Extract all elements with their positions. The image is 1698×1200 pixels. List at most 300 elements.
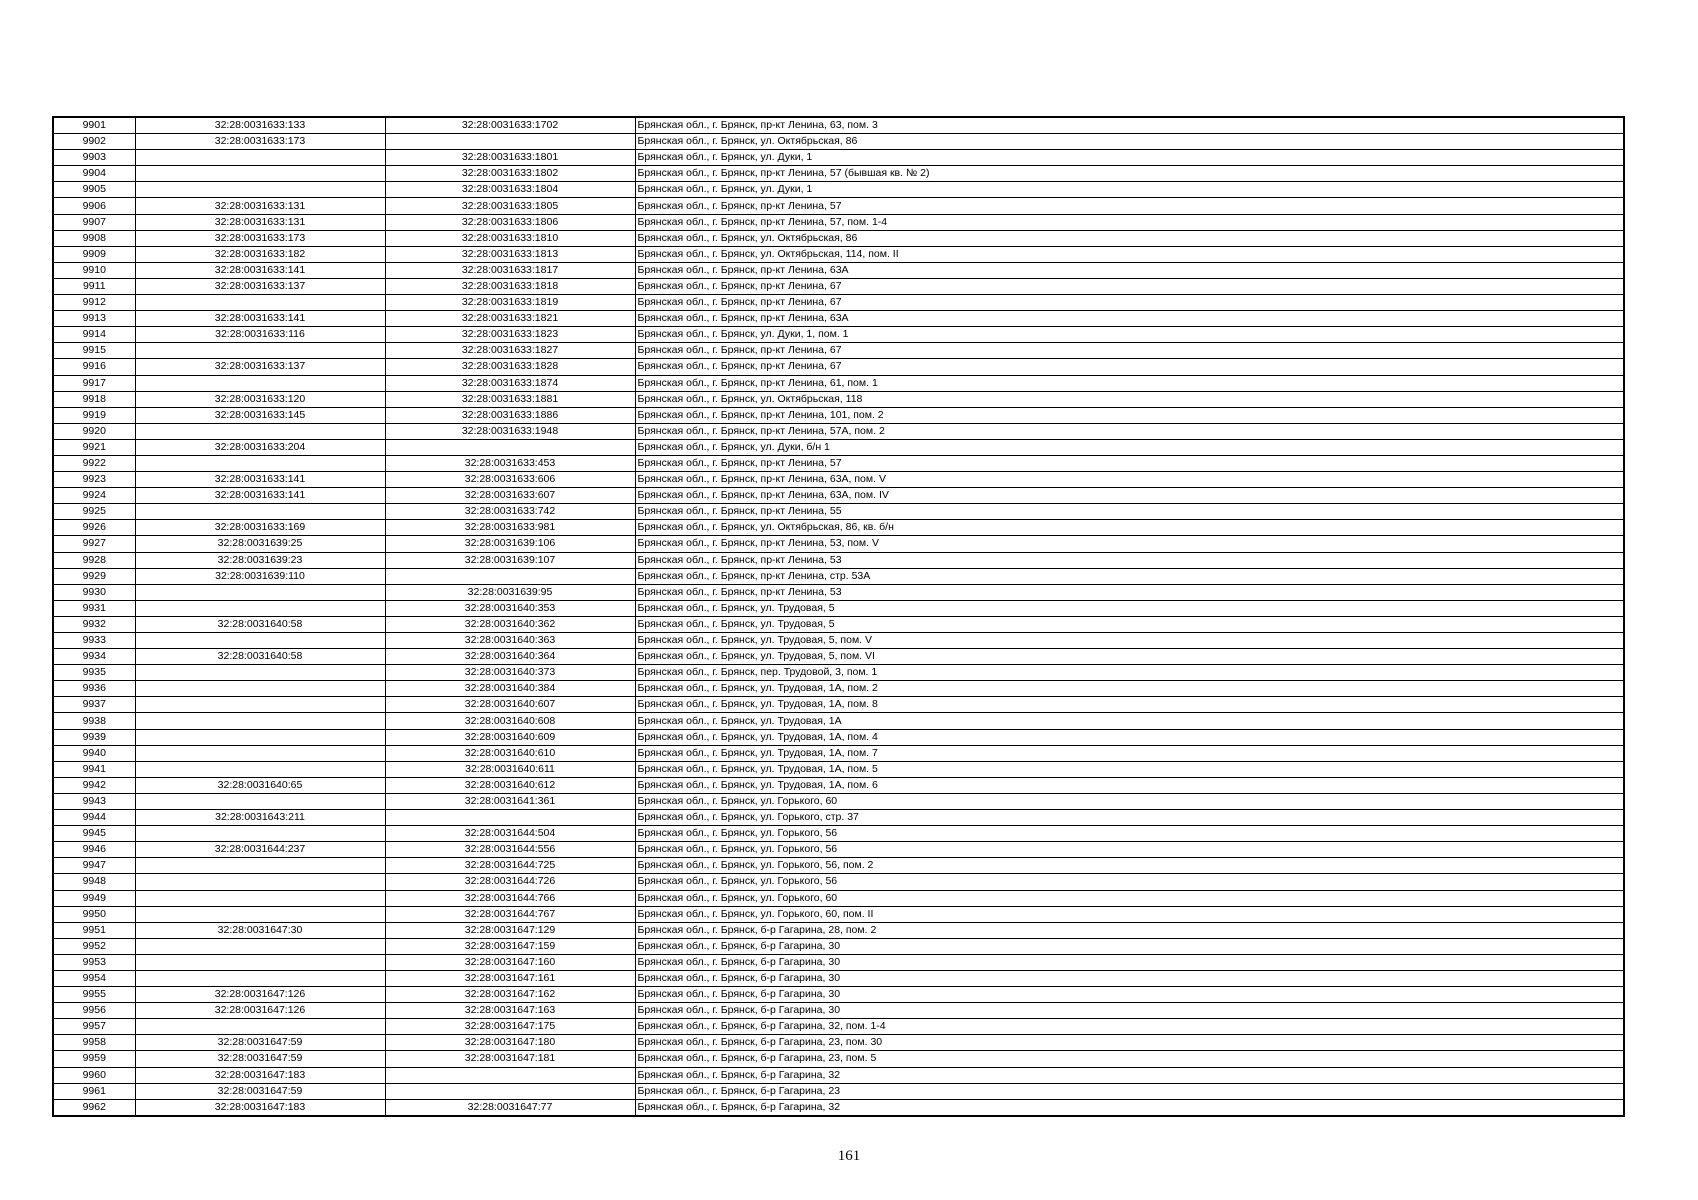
address-cell: Брянская обл., г. Брянск, б-р Гагарина, 23 <box>635 1083 1624 1099</box>
address-cell: Брянская обл., г. Брянск, ул. Трудовая, 5, пом. VI <box>635 649 1624 665</box>
table-row <box>53 793 1624 809</box>
address-cell: Брянская обл., г. Брянск, ул. Трудовая, 1А, пом. 8 <box>635 697 1624 713</box>
table-row <box>53 1003 1624 1019</box>
address-cell: Брянская обл., г. Брянск, б-р Гагарина, 30 <box>635 1003 1624 1019</box>
address-cell: Брянская обл., г. Брянск, ул. Дуки, 1 <box>635 150 1624 166</box>
object-number-cell: 32:28:0031639:95 <box>385 584 635 600</box>
table-row <box>53 343 1624 359</box>
object-number-cell: 32:28:0031640:612 <box>385 777 635 793</box>
address-cell: Брянская обл., г. Брянск, ул. Горького, 60 <box>635 890 1624 906</box>
address-cell: Брянская обл., г. Брянск, б-р Гагарина, 32 <box>635 1067 1624 1083</box>
address-cell: Брянская обл., г. Брянск, ул. Трудовая, 1А <box>635 713 1624 729</box>
table-row <box>53 729 1624 745</box>
parcel-number-cell: 32:28:0031644:237 <box>135 842 385 858</box>
address-cell: Брянская обл., г. Брянск, ул. Октябрьская, 114, пом. II <box>635 246 1624 262</box>
row-number-cell: 9918 <box>53 391 135 407</box>
object-number-cell: 32:28:0031644:504 <box>385 826 635 842</box>
parcel-number-cell <box>135 938 385 954</box>
table-row <box>53 1035 1624 1051</box>
parcel-number-cell <box>135 858 385 874</box>
address-cell: Брянская обл., г. Брянск, б-р Гагарина, 23, пом. 5 <box>635 1051 1624 1067</box>
address-cell: Брянская обл., г. Брянск, пр-кт Ленина, 67 <box>635 343 1624 359</box>
row-number-cell: 9930 <box>53 584 135 600</box>
object-number-cell: 32:28:0031633:1819 <box>385 295 635 311</box>
address-cell: Брянская обл., г. Брянск, б-р Гагарина, 32, пом. 1-4 <box>635 1019 1624 1035</box>
object-number-cell: 32:28:0031633:453 <box>385 455 635 471</box>
address-cell: Брянская обл., г. Брянск, пр-кт Ленина, стр. 53А <box>635 568 1624 584</box>
table-row <box>53 600 1624 616</box>
parcel-number-cell <box>135 745 385 761</box>
address-cell: Брянская обл., г. Брянск, б-р Гагарина, 30 <box>635 987 1624 1003</box>
object-number-cell: 32:28:0031633:1881 <box>385 391 635 407</box>
row-number-cell: 9953 <box>53 954 135 970</box>
object-number-cell: 32:28:0031644:556 <box>385 842 635 858</box>
object-number-cell: 32:28:0031633:1806 <box>385 214 635 230</box>
table-row <box>53 681 1624 697</box>
address-cell: Брянская обл., г. Брянск, ул. Октябрьская, 86, кв. б/н <box>635 520 1624 536</box>
parcel-number-cell <box>135 150 385 166</box>
address-cell: Брянская обл., г. Брянск, пр-кт Ленина, 63, пом. 3 <box>635 117 1624 134</box>
parcel-number-cell <box>135 906 385 922</box>
row-number-cell: 9955 <box>53 987 135 1003</box>
parcel-number-cell <box>135 954 385 970</box>
parcel-number-cell <box>135 793 385 809</box>
object-number-cell: 32:28:0031640:608 <box>385 713 635 729</box>
row-number-cell: 9950 <box>53 906 135 922</box>
object-number-cell: 32:28:0031633:1886 <box>385 407 635 423</box>
parcel-number-cell <box>135 633 385 649</box>
table-row <box>53 182 1624 198</box>
object-number-cell: 32:28:0031640:384 <box>385 681 635 697</box>
object-number-cell: 32:28:0031644:767 <box>385 906 635 922</box>
address-cell: Брянская обл., г. Брянск, пр-кт Ленина, 55 <box>635 504 1624 520</box>
address-cell: Брянская обл., г. Брянск, ул. Дуки, 1 <box>635 182 1624 198</box>
parcel-number-cell <box>135 970 385 986</box>
parcel-number-cell: 32:28:0031633:141 <box>135 311 385 327</box>
object-number-cell <box>385 439 635 455</box>
table-row <box>53 423 1624 439</box>
parcel-number-cell <box>135 504 385 520</box>
parcel-number-cell: 32:28:0031633:141 <box>135 488 385 504</box>
row-number-cell: 9944 <box>53 810 135 826</box>
row-number-cell: 9926 <box>53 520 135 536</box>
table-row <box>53 665 1624 681</box>
object-number-cell: 32:28:0031640:609 <box>385 729 635 745</box>
row-number-cell: 9945 <box>53 826 135 842</box>
parcel-number-cell: 32:28:0031633:141 <box>135 262 385 278</box>
table-row <box>53 375 1624 391</box>
table-row <box>53 777 1624 793</box>
parcel-number-cell: 32:28:0031647:59 <box>135 1051 385 1067</box>
row-number-cell: 9938 <box>53 713 135 729</box>
table-row <box>53 1083 1624 1099</box>
address-cell: Брянская обл., г. Брянск, ул. Горького, 56 <box>635 826 1624 842</box>
object-number-cell: 32:28:0031640:362 <box>385 616 635 632</box>
table-row <box>53 134 1624 150</box>
object-number-cell: 32:28:0031633:1804 <box>385 182 635 198</box>
parcel-number-cell <box>135 890 385 906</box>
table-row <box>53 906 1624 922</box>
row-number-cell: 9958 <box>53 1035 135 1051</box>
table-row <box>53 472 1624 488</box>
parcel-number-cell: 32:28:0031633:131 <box>135 214 385 230</box>
table-row <box>53 295 1624 311</box>
address-cell: Брянская обл., г. Брянск, ул. Октябрьская, 86 <box>635 134 1624 150</box>
table-row <box>53 987 1624 1003</box>
address-cell: Брянская обл., г. Брянск, б-р Гагарина, 30 <box>635 954 1624 970</box>
object-number-cell: 32:28:0031640:353 <box>385 600 635 616</box>
table-row <box>53 826 1624 842</box>
object-number-cell: 32:28:0031647:181 <box>385 1051 635 1067</box>
table-row <box>53 1051 1624 1067</box>
address-cell: Брянская обл., г. Брянск, ул. Горького, 60 <box>635 793 1624 809</box>
parcel-number-cell: 32:28:0031633:204 <box>135 439 385 455</box>
table-row <box>53 970 1624 986</box>
table-row <box>53 439 1624 455</box>
table-row <box>53 745 1624 761</box>
parcel-number-cell: 32:28:0031633:173 <box>135 134 385 150</box>
address-cell: Брянская обл., г. Брянск, ул. Горького, 56 <box>635 842 1624 858</box>
address-cell: Брянская обл., г. Брянск, б-р Гагарина, 28, пом. 2 <box>635 922 1624 938</box>
parcel-number-cell: 32:28:0031633:141 <box>135 472 385 488</box>
row-number-cell: 9962 <box>53 1099 135 1116</box>
parcel-number-cell <box>135 600 385 616</box>
table-row <box>53 890 1624 906</box>
table-row <box>53 117 1624 134</box>
parcel-number-cell: 32:28:0031643:211 <box>135 810 385 826</box>
address-cell: Брянская обл., г. Брянск, пр-кт Ленина, 63А <box>635 311 1624 327</box>
address-cell: Брянская обл., г. Брянск, б-р Гагарина, 32 <box>635 1099 1624 1116</box>
address-cell: Брянская обл., г. Брянск, пр-кт Ленина, 63А, пом. IV <box>635 488 1624 504</box>
table-row <box>53 455 1624 471</box>
table-row <box>53 536 1624 552</box>
object-number-cell: 32:28:0031633:1828 <box>385 359 635 375</box>
object-number-cell: 32:28:0031647:180 <box>385 1035 635 1051</box>
table-row <box>53 198 1624 214</box>
row-number-cell: 9947 <box>53 858 135 874</box>
object-number-cell: 32:28:0031633:1823 <box>385 327 635 343</box>
row-number-cell: 9933 <box>53 633 135 649</box>
table-row <box>53 584 1624 600</box>
table-row <box>53 504 1624 520</box>
row-number-cell: 9906 <box>53 198 135 214</box>
parcel-number-cell: 32:28:0031633:120 <box>135 391 385 407</box>
address-cell: Брянская обл., г. Брянск, пр-кт Ленина, 67 <box>635 295 1624 311</box>
parcel-number-cell: 32:28:0031633:137 <box>135 278 385 294</box>
address-cell: Брянская обл., г. Брянск, ул. Трудовая, 5 <box>635 600 1624 616</box>
parcel-number-cell: 32:28:0031647:59 <box>135 1083 385 1099</box>
parcel-number-cell <box>135 729 385 745</box>
cadastral-table <box>52 116 1625 1117</box>
table-row <box>53 230 1624 246</box>
row-number-cell: 9932 <box>53 616 135 632</box>
address-cell: Брянская обл., г. Брянск, пр-кт Ленина, 61, пом. 1 <box>635 375 1624 391</box>
parcel-number-cell <box>135 874 385 890</box>
row-number-cell: 9916 <box>53 359 135 375</box>
table-row <box>53 842 1624 858</box>
address-cell: Брянская обл., г. Брянск, пр-кт Ленина, 57 <box>635 455 1624 471</box>
object-number-cell: 32:28:0031633:1821 <box>385 311 635 327</box>
address-cell: Брянская обл., г. Брянск, пр-кт Ленина, 53, пом. V <box>635 536 1624 552</box>
address-cell: Брянская обл., г. Брянск, ул. Октябрьская, 86 <box>635 230 1624 246</box>
object-number-cell: 32:28:0031633:1874 <box>385 375 635 391</box>
table-row <box>53 810 1624 826</box>
address-cell: Брянская обл., г. Брянск, пр-кт Ленина, 67 <box>635 359 1624 375</box>
address-cell: Брянская обл., г. Брянск, б-р Гагарина, 30 <box>635 970 1624 986</box>
table-row <box>53 262 1624 278</box>
table-row <box>53 1099 1624 1116</box>
object-number-cell: 32:28:0031633:1817 <box>385 262 635 278</box>
parcel-number-cell <box>135 375 385 391</box>
row-number-cell: 9915 <box>53 343 135 359</box>
parcel-number-cell: 32:28:0031633:173 <box>135 230 385 246</box>
table-row <box>53 616 1624 632</box>
address-cell: Брянская обл., г. Брянск, пр-кт Ленина, 57 <box>635 198 1624 214</box>
row-number-cell: 9920 <box>53 423 135 439</box>
parcel-number-cell: 32:28:0031633:145 <box>135 407 385 423</box>
parcel-number-cell <box>135 826 385 842</box>
object-number-cell: 32:28:0031633:1810 <box>385 230 635 246</box>
object-number-cell: 32:28:0031647:163 <box>385 1003 635 1019</box>
table-row <box>53 954 1624 970</box>
table-row <box>53 327 1624 343</box>
row-number-cell: 9903 <box>53 150 135 166</box>
address-cell: Брянская обл., г. Брянск, ул. Октябрьская, 118 <box>635 391 1624 407</box>
object-number-cell: 32:28:0031633:1827 <box>385 343 635 359</box>
object-number-cell <box>385 810 635 826</box>
parcel-number-cell <box>135 343 385 359</box>
address-cell: Брянская обл., г. Брянск, пр-кт Ленина, 63А, пом. V <box>635 472 1624 488</box>
row-number-cell: 9927 <box>53 536 135 552</box>
parcel-number-cell <box>135 681 385 697</box>
row-number-cell: 9911 <box>53 278 135 294</box>
object-number-cell: 32:28:0031647:160 <box>385 954 635 970</box>
row-number-cell: 9936 <box>53 681 135 697</box>
address-cell: Брянская обл., г. Брянск, б-р Гагарина, 23, пом. 30 <box>635 1035 1624 1051</box>
parcel-number-cell <box>135 455 385 471</box>
row-number-cell: 9901 <box>53 117 135 134</box>
object-number-cell: 32:28:0031640:364 <box>385 649 635 665</box>
object-number-cell: 32:28:0031641:361 <box>385 793 635 809</box>
address-cell: Брянская обл., г. Брянск, ул. Трудовая, 5 <box>635 616 1624 632</box>
address-cell: Брянская обл., г. Брянск, ул. Трудовая, 1А, пом. 4 <box>635 729 1624 745</box>
row-number-cell: 9952 <box>53 938 135 954</box>
address-cell: Брянская обл., г. Брянск, пр-кт Ленина, 53 <box>635 584 1624 600</box>
object-number-cell: 32:28:0031644:726 <box>385 874 635 890</box>
row-number-cell: 9908 <box>53 230 135 246</box>
address-cell: Брянская обл., г. Брянск, ул. Горького, 56 <box>635 874 1624 890</box>
table-row <box>53 166 1624 182</box>
address-cell: Брянская обл., г. Брянск, ул. Трудовая, 5, пом. V <box>635 633 1624 649</box>
object-number-cell: 32:28:0031647:162 <box>385 987 635 1003</box>
row-number-cell: 9956 <box>53 1003 135 1019</box>
address-cell: Брянская обл., г. Брянск, пр-кт Ленина, 67 <box>635 278 1624 294</box>
row-number-cell: 9912 <box>53 295 135 311</box>
parcel-number-cell <box>135 761 385 777</box>
address-cell: Брянская обл., г. Брянск, ул. Дуки, 1, пом. 1 <box>635 327 1624 343</box>
parcel-number-cell <box>135 182 385 198</box>
object-number-cell: 32:28:0031640:607 <box>385 697 635 713</box>
parcel-number-cell: 32:28:0031633:133 <box>135 117 385 134</box>
address-cell: Брянская обл., г. Брянск, пр-кт Ленина, 101, пом. 2 <box>635 407 1624 423</box>
object-number-cell: 32:28:0031647:129 <box>385 922 635 938</box>
row-number-cell: 9941 <box>53 761 135 777</box>
table-row <box>53 520 1624 536</box>
row-number-cell: 9931 <box>53 600 135 616</box>
row-number-cell: 9961 <box>53 1083 135 1099</box>
row-number-cell: 9904 <box>53 166 135 182</box>
parcel-number-cell: 32:28:0031639:110 <box>135 568 385 584</box>
table-row <box>53 568 1624 584</box>
table-row <box>53 858 1624 874</box>
row-number-cell: 9910 <box>53 262 135 278</box>
row-number-cell: 9929 <box>53 568 135 584</box>
row-number-cell: 9921 <box>53 439 135 455</box>
address-cell: Брянская обл., г. Брянск, ул. Горького, стр. 37 <box>635 810 1624 826</box>
object-number-cell: 32:28:0031644:725 <box>385 858 635 874</box>
parcel-number-cell: 32:28:0031633:131 <box>135 198 385 214</box>
object-number-cell: 32:28:0031640:610 <box>385 745 635 761</box>
row-number-cell: 9924 <box>53 488 135 504</box>
table-row <box>53 391 1624 407</box>
table-row <box>53 713 1624 729</box>
object-number-cell: 32:28:0031647:175 <box>385 1019 635 1035</box>
address-cell: Брянская обл., г. Брянск, пр-кт Ленина, 57 (бывшая кв. № 2) <box>635 166 1624 182</box>
row-number-cell: 9907 <box>53 214 135 230</box>
object-number-cell: 32:28:0031633:1948 <box>385 423 635 439</box>
address-cell: Брянская обл., г. Брянск, пр-кт Ленина, 57А, пом. 2 <box>635 423 1624 439</box>
object-number-cell: 32:28:0031640:363 <box>385 633 635 649</box>
row-number-cell: 9913 <box>53 311 135 327</box>
object-number-cell: 32:28:0031647:161 <box>385 970 635 986</box>
table-row <box>53 246 1624 262</box>
row-number-cell: 9928 <box>53 552 135 568</box>
table-row <box>53 214 1624 230</box>
page-number: 161 <box>837 1148 861 1164</box>
object-number-cell <box>385 1067 635 1083</box>
parcel-number-cell <box>135 166 385 182</box>
parcel-number-cell: 32:28:0031647:59 <box>135 1035 385 1051</box>
object-number-cell: 32:28:0031644:766 <box>385 890 635 906</box>
object-number-cell: 32:28:0031639:107 <box>385 552 635 568</box>
address-cell: Брянская обл., г. Брянск, пр-кт Ленина, 57, пом. 1-4 <box>635 214 1624 230</box>
parcel-number-cell <box>135 295 385 311</box>
table-row <box>53 150 1624 166</box>
address-cell: Брянская обл., г. Брянск, ул. Трудовая, 1А, пом. 5 <box>635 761 1624 777</box>
row-number-cell: 9914 <box>53 327 135 343</box>
row-number-cell: 9909 <box>53 246 135 262</box>
table-body <box>53 117 1624 1116</box>
row-number-cell: 9922 <box>53 455 135 471</box>
address-cell: Брянская обл., г. Брянск, пр-кт Ленина, 63А <box>635 262 1624 278</box>
object-number-cell <box>385 1083 635 1099</box>
parcel-number-cell: 32:28:0031647:126 <box>135 987 385 1003</box>
table-row <box>53 1067 1624 1083</box>
parcel-number-cell: 32:28:0031633:116 <box>135 327 385 343</box>
parcel-number-cell <box>135 423 385 439</box>
table-row <box>53 359 1624 375</box>
parcel-number-cell <box>135 713 385 729</box>
parcel-number-cell: 32:28:0031640:65 <box>135 777 385 793</box>
table-row <box>53 922 1624 938</box>
address-cell: Брянская обл., г. Брянск, пр-кт Ленина, 53 <box>635 552 1624 568</box>
address-cell: Брянская обл., г. Брянск, ул. Горького, 60, пом. II <box>635 906 1624 922</box>
row-number-cell: 9919 <box>53 407 135 423</box>
object-number-cell: 32:28:0031640:611 <box>385 761 635 777</box>
row-number-cell: 9954 <box>53 970 135 986</box>
row-number-cell: 9935 <box>53 665 135 681</box>
row-number-cell: 9902 <box>53 134 135 150</box>
parcel-number-cell <box>135 1019 385 1035</box>
object-number-cell <box>385 134 635 150</box>
object-number-cell: 32:28:0031647:77 <box>385 1099 635 1116</box>
table-row <box>53 278 1624 294</box>
object-number-cell: 32:28:0031633:1801 <box>385 150 635 166</box>
parcel-number-cell <box>135 584 385 600</box>
object-number-cell: 32:28:0031633:1702 <box>385 117 635 134</box>
table-row <box>53 874 1624 890</box>
row-number-cell: 9925 <box>53 504 135 520</box>
row-number-cell: 9917 <box>53 375 135 391</box>
table-row <box>53 1019 1624 1035</box>
row-number-cell: 9948 <box>53 874 135 890</box>
table-row <box>53 649 1624 665</box>
parcel-number-cell: 32:28:0031633:169 <box>135 520 385 536</box>
object-number-cell <box>385 568 635 584</box>
parcel-number-cell <box>135 697 385 713</box>
row-number-cell: 9940 <box>53 745 135 761</box>
row-number-cell: 9923 <box>53 472 135 488</box>
object-number-cell: 32:28:0031633:607 <box>385 488 635 504</box>
table-row <box>53 761 1624 777</box>
row-number-cell: 9937 <box>53 697 135 713</box>
row-number-cell: 9939 <box>53 729 135 745</box>
row-number-cell: 9942 <box>53 777 135 793</box>
parcel-number-cell: 32:28:0031640:58 <box>135 649 385 665</box>
parcel-number-cell: 32:28:0031640:58 <box>135 616 385 632</box>
row-number-cell: 9959 <box>53 1051 135 1067</box>
object-number-cell: 32:28:0031639:106 <box>385 536 635 552</box>
address-cell: Брянская обл., г. Брянск, б-р Гагарина, 30 <box>635 938 1624 954</box>
row-number-cell: 9943 <box>53 793 135 809</box>
address-cell: Брянская обл., г. Брянск, ул. Трудовая, 1А, пом. 7 <box>635 745 1624 761</box>
row-number-cell: 9951 <box>53 922 135 938</box>
object-number-cell: 32:28:0031633:1805 <box>385 198 635 214</box>
object-number-cell: 32:28:0031633:1818 <box>385 278 635 294</box>
table-row <box>53 633 1624 649</box>
row-number-cell: 9949 <box>53 890 135 906</box>
address-cell: Брянская обл., г. Брянск, ул. Горького, 56, пом. 2 <box>635 858 1624 874</box>
table-row <box>53 407 1624 423</box>
row-number-cell: 9905 <box>53 182 135 198</box>
parcel-number-cell: 32:28:0031633:182 <box>135 246 385 262</box>
address-cell: Брянская обл., г. Брянск, пер. Трудовой, 3, пом. 1 <box>635 665 1624 681</box>
object-number-cell: 32:28:0031633:742 <box>385 504 635 520</box>
row-number-cell: 9957 <box>53 1019 135 1035</box>
parcel-number-cell: 32:28:0031639:23 <box>135 552 385 568</box>
parcel-number-cell: 32:28:0031647:183 <box>135 1099 385 1116</box>
parcel-number-cell: 32:28:0031647:183 <box>135 1067 385 1083</box>
object-number-cell: 32:28:0031633:606 <box>385 472 635 488</box>
object-number-cell: 32:28:0031640:373 <box>385 665 635 681</box>
table-row <box>53 311 1624 327</box>
row-number-cell: 9946 <box>53 842 135 858</box>
table-row <box>53 697 1624 713</box>
object-number-cell: 32:28:0031633:981 <box>385 520 635 536</box>
table-row <box>53 938 1624 954</box>
address-cell: Брянская обл., г. Брянск, ул. Трудовая, 1А, пом. 6 <box>635 777 1624 793</box>
parcel-number-cell: 32:28:0031633:137 <box>135 359 385 375</box>
